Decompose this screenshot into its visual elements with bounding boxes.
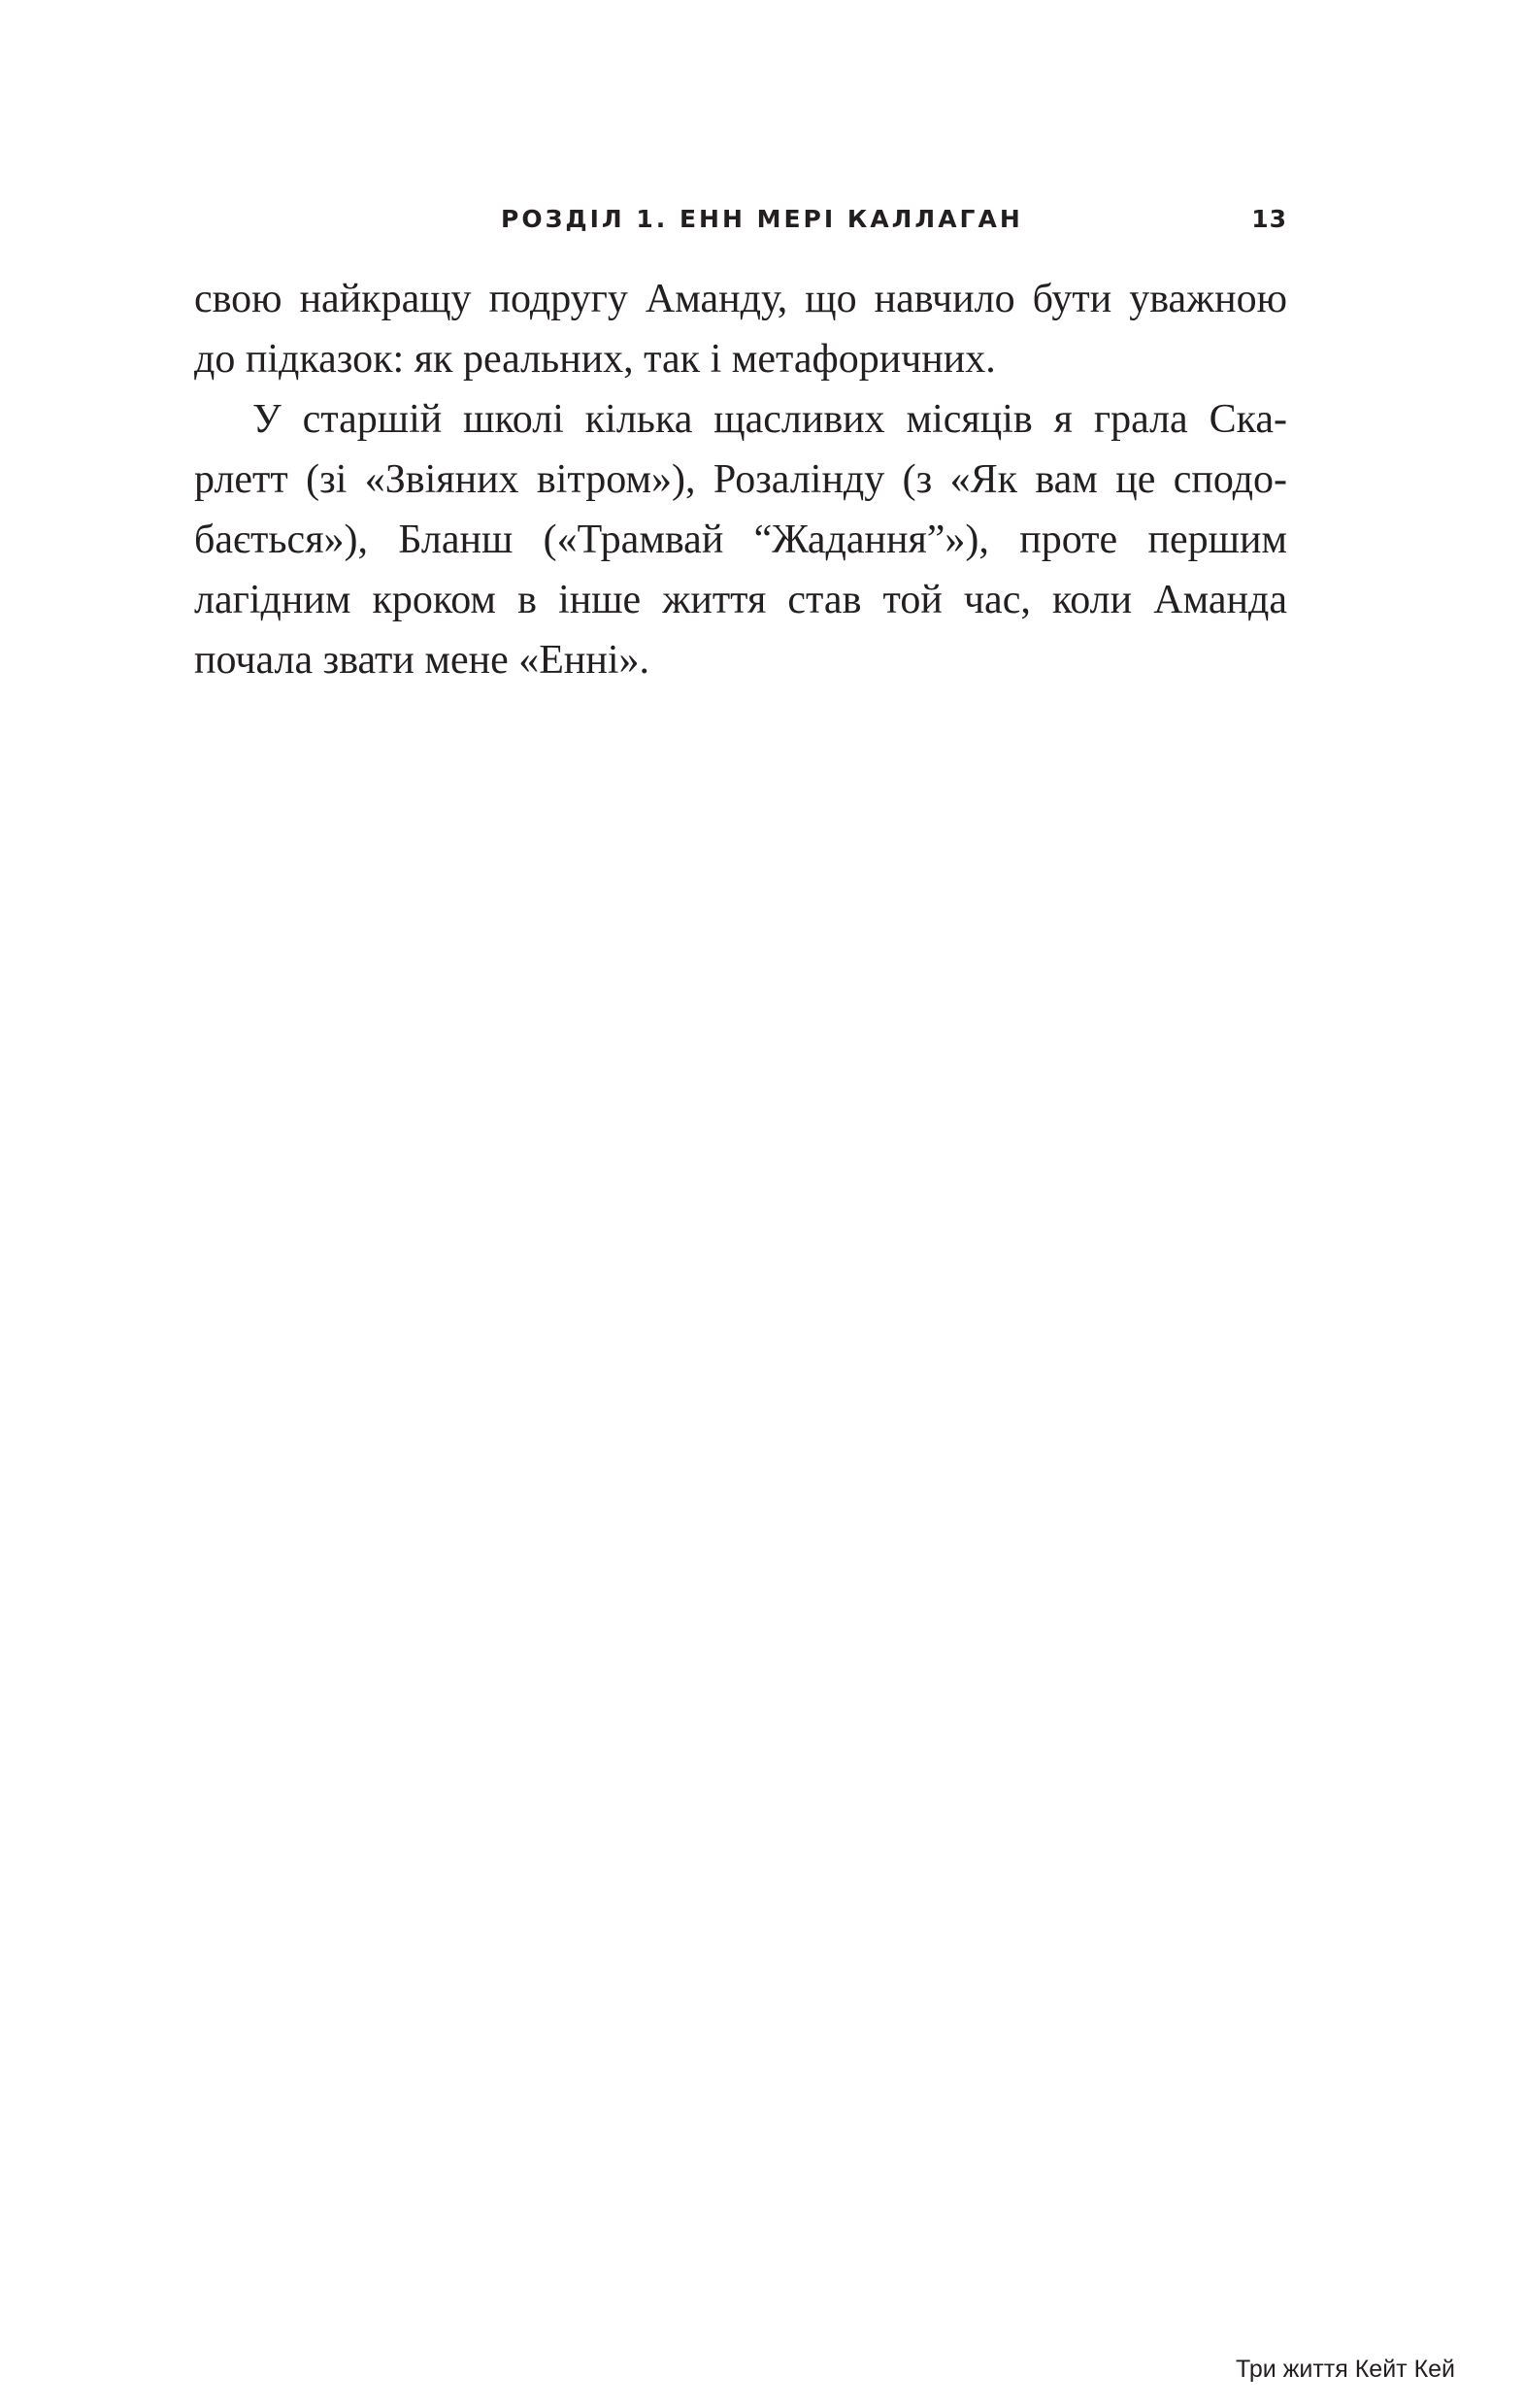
text-line: бається»), Бланш («Трамвай “Жадання”»), проте першим (194, 518, 1287, 562)
book-title-caption: Три життя Кейт Кей (1235, 2356, 1455, 2383)
text-line: лагідним кроком в інше життя став той час, коли Аманда (194, 578, 1287, 622)
text-line: рлетт (зі «Звіяних вітром»), Розалінду (з «Як вам це сподо- (194, 457, 1287, 502)
running-title: РОЗДІЛ 1. ЕНН МЕРІ КАЛЛАГАН (501, 205, 1023, 233)
text-line: свою найкращу подругу Аманду, що навчило бути уважною (194, 277, 1287, 321)
text-line: до підказок: як реальних, так і метафоричних. (194, 337, 996, 382)
text-line: почала звати мене «Енні». (194, 638, 649, 683)
paragraph-first-line: У старшій школі кілька щасливих місяців я грала Ска- (252, 397, 1287, 442)
page-number: 13 (1251, 205, 1287, 233)
body-text (194, 269, 1287, 690)
running-header (194, 201, 1287, 240)
